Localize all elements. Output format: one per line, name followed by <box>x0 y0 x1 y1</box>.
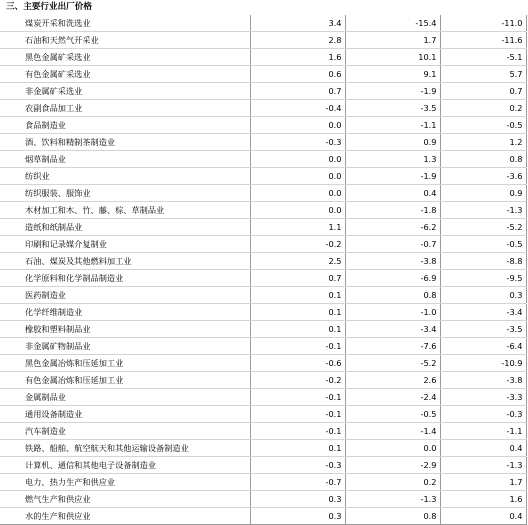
value-col2-cell: -1.3 <box>345 491 440 508</box>
value-col3-cell: 0.4 <box>440 508 526 525</box>
value-col3-cell: -1.1 <box>440 423 526 440</box>
value-col2-cell: -2.4 <box>345 389 440 406</box>
value-col3-cell: -11.0 <box>440 15 526 32</box>
value-col2-cell: 10.1 <box>345 49 440 66</box>
table-body <box>0 15 526 525</box>
value-col1-cell: 3.4 <box>250 15 345 32</box>
value-col2-cell: 9.1 <box>345 66 440 83</box>
table-row <box>0 49 526 66</box>
industry-name-cell: 计算机、通信和其他电子设备制造业 <box>0 457 250 474</box>
table-row <box>0 355 526 372</box>
table-row <box>0 117 526 134</box>
table-row <box>0 474 526 491</box>
value-col2-cell: 2.6 <box>345 372 440 389</box>
industry-name-cell: 非金属矿物制品业 <box>0 338 250 355</box>
industry-name-cell: 汽车制造业 <box>0 423 250 440</box>
section-title: 三、主要行业出厂价格 <box>6 2 92 12</box>
table-row <box>0 32 526 49</box>
table-row <box>0 134 526 151</box>
industry-name-cell: 黑色金属矿采选业 <box>0 49 250 66</box>
value-col1-cell: -0.1 <box>250 389 345 406</box>
value-col3-cell: -5.1 <box>440 49 526 66</box>
industry-name-cell: 煤炭开采和洗选业 <box>0 15 250 32</box>
value-col2-cell: -1.0 <box>345 304 440 321</box>
table-row <box>0 83 526 100</box>
industry-name-cell: 石油和天然气开采业 <box>0 32 250 49</box>
value-col3-cell: -3.8 <box>440 372 526 389</box>
table-row <box>0 338 526 355</box>
value-col3-cell: 1.7 <box>440 474 526 491</box>
industry-name-cell: 农副食品加工业 <box>0 100 250 117</box>
table-row <box>0 423 526 440</box>
value-col1-cell: 0.0 <box>250 151 345 168</box>
table-row <box>0 321 526 338</box>
value-col3-cell: -8.8 <box>440 253 526 270</box>
industry-name-cell: 纺织服装、服饰业 <box>0 185 250 202</box>
industry-name-cell: 石油、煤炭及其他燃料加工业 <box>0 253 250 270</box>
value-col3-cell: 0.3 <box>440 287 526 304</box>
industry-name-cell: 电力、热力生产和供应业 <box>0 474 250 491</box>
value-col3-cell: 0.7 <box>440 83 526 100</box>
value-col1-cell: 0.0 <box>250 168 345 185</box>
table-row <box>0 491 526 508</box>
industry-name-cell: 化学原料和化学制品制造业 <box>0 270 250 287</box>
table-row <box>0 270 526 287</box>
table-row <box>0 219 526 236</box>
industry-name-cell: 有色金属冶炼和压延加工业 <box>0 372 250 389</box>
industry-name-cell: 燃气生产和供应业 <box>0 491 250 508</box>
industry-name-cell: 医药制造业 <box>0 287 250 304</box>
value-col2-cell: -1.9 <box>345 83 440 100</box>
value-col2-cell: -15.4 <box>345 15 440 32</box>
value-col3-cell: -3.5 <box>440 321 526 338</box>
value-col2-cell: 1.3 <box>345 151 440 168</box>
industry-name-cell: 黑色金属冶炼和压延加工业 <box>0 355 250 372</box>
value-col2-cell: 0.8 <box>345 287 440 304</box>
value-col1-cell: 0.1 <box>250 287 345 304</box>
value-col1-cell: -0.2 <box>250 372 345 389</box>
industry-name-cell: 食品制造业 <box>0 117 250 134</box>
industry-name-cell: 铁路、船舶、航空航天和其他运输设备制造业 <box>0 440 250 457</box>
value-col3-cell: -0.3 <box>440 406 526 423</box>
table-row <box>0 15 526 32</box>
value-col1-cell: 0.3 <box>250 491 345 508</box>
table-row <box>0 287 526 304</box>
industry-name-cell: 水的生产和供应业 <box>0 508 250 525</box>
value-col1-cell: -0.1 <box>250 406 345 423</box>
table-row <box>0 66 526 83</box>
value-col2-cell: -3.5 <box>345 100 440 117</box>
value-col1-cell: -0.7 <box>250 474 345 491</box>
table-row <box>0 236 526 253</box>
value-col3-cell: -6.4 <box>440 338 526 355</box>
value-col2-cell: 1.7 <box>345 32 440 49</box>
table-row <box>0 406 526 423</box>
table-row <box>0 100 526 117</box>
value-col1-cell: 0.1 <box>250 321 345 338</box>
industry-name-cell: 非金属矿采选业 <box>0 83 250 100</box>
table-row <box>0 202 526 219</box>
value-col2-cell: 0.2 <box>345 474 440 491</box>
value-col3-cell: -11.6 <box>440 32 526 49</box>
value-col1-cell: 2.8 <box>250 32 345 49</box>
table-row <box>0 151 526 168</box>
industry-name-cell: 化学纤维制造业 <box>0 304 250 321</box>
value-col1-cell: -0.1 <box>250 338 345 355</box>
industry-name-cell: 造纸和纸制品业 <box>0 219 250 236</box>
industry-name-cell: 印刷和记录媒介复制业 <box>0 236 250 253</box>
value-col1-cell: -0.1 <box>250 423 345 440</box>
value-col2-cell: -6.2 <box>345 219 440 236</box>
value-col2-cell: -5.2 <box>345 355 440 372</box>
table-row <box>0 185 526 202</box>
industry-name-cell: 纺织业 <box>0 168 250 185</box>
table-row <box>0 457 526 474</box>
value-col3-cell: 1.6 <box>440 491 526 508</box>
value-col2-cell: 0.0 <box>345 440 440 457</box>
value-col3-cell: -5.2 <box>440 219 526 236</box>
value-col1-cell: -0.3 <box>250 134 345 151</box>
value-col1-cell: 0.6 <box>250 66 345 83</box>
value-col3-cell: 0.4 <box>440 440 526 457</box>
industry-name-cell: 有色金属矿采选业 <box>0 66 250 83</box>
value-col3-cell: -1.3 <box>440 202 526 219</box>
value-col2-cell: -3.8 <box>345 253 440 270</box>
value-col2-cell: -6.9 <box>345 270 440 287</box>
value-col3-cell: -0.5 <box>440 236 526 253</box>
value-col2-cell: -1.1 <box>345 117 440 134</box>
value-col2-cell: -0.7 <box>345 236 440 253</box>
value-col1-cell: 0.0 <box>250 117 345 134</box>
value-col3-cell: 0.9 <box>440 185 526 202</box>
value-col1-cell: -0.2 <box>250 236 345 253</box>
value-col1-cell: 1.1 <box>250 219 345 236</box>
table-row <box>0 372 526 389</box>
value-col1-cell: 0.3 <box>250 508 345 525</box>
table-row <box>0 389 526 406</box>
industry-name-cell: 酒、饮料和精制茶制造业 <box>0 134 250 151</box>
value-col1-cell: 0.0 <box>250 202 345 219</box>
value-col3-cell: -3.4 <box>440 304 526 321</box>
value-col3-cell: -3.6 <box>440 168 526 185</box>
industry-name-cell: 木材加工和木、竹、藤、棕、草制品业 <box>0 202 250 219</box>
value-col1-cell: 0.7 <box>250 83 345 100</box>
value-col3-cell: -0.5 <box>440 117 526 134</box>
value-col2-cell: -1.8 <box>345 202 440 219</box>
value-col2-cell: -3.4 <box>345 321 440 338</box>
value-col3-cell: 5.7 <box>440 66 526 83</box>
industry-name-cell: 橡胶和塑料制品业 <box>0 321 250 338</box>
value-col1-cell: -0.4 <box>250 100 345 117</box>
value-col1-cell: 0.0 <box>250 185 345 202</box>
value-col1-cell: 1.6 <box>250 49 345 66</box>
table-row <box>0 304 526 321</box>
industry-name-cell: 通用设备制造业 <box>0 406 250 423</box>
value-col3-cell: 0.8 <box>440 151 526 168</box>
value-col2-cell: -1.4 <box>345 423 440 440</box>
value-col2-cell: -0.5 <box>345 406 440 423</box>
industry-name-cell: 金属制品业 <box>0 389 250 406</box>
value-col3-cell: -3.3 <box>440 389 526 406</box>
value-col1-cell: -0.6 <box>250 355 345 372</box>
industry-price-table <box>0 15 527 525</box>
table-row <box>0 253 526 270</box>
value-col3-cell: -9.5 <box>440 270 526 287</box>
value-col3-cell: 1.2 <box>440 134 526 151</box>
value-col2-cell: -1.9 <box>345 168 440 185</box>
value-col2-cell: -7.6 <box>345 338 440 355</box>
value-col2-cell: -2.9 <box>345 457 440 474</box>
value-col2-cell: 0.9 <box>345 134 440 151</box>
value-col1-cell: 0.7 <box>250 270 345 287</box>
value-col1-cell: -0.3 <box>250 457 345 474</box>
value-col2-cell: 0.8 <box>345 508 440 525</box>
value-col3-cell: 0.2 <box>440 100 526 117</box>
industry-name-cell: 烟草制品业 <box>0 151 250 168</box>
table-row <box>0 508 526 525</box>
value-col2-cell: 0.4 <box>345 185 440 202</box>
value-col1-cell: 0.1 <box>250 440 345 457</box>
value-col1-cell: 0.1 <box>250 304 345 321</box>
table-row <box>0 168 526 185</box>
value-col3-cell: -1.3 <box>440 457 526 474</box>
table-row <box>0 440 526 457</box>
value-col3-cell: -10.9 <box>440 355 526 372</box>
value-col1-cell: 2.5 <box>250 253 345 270</box>
